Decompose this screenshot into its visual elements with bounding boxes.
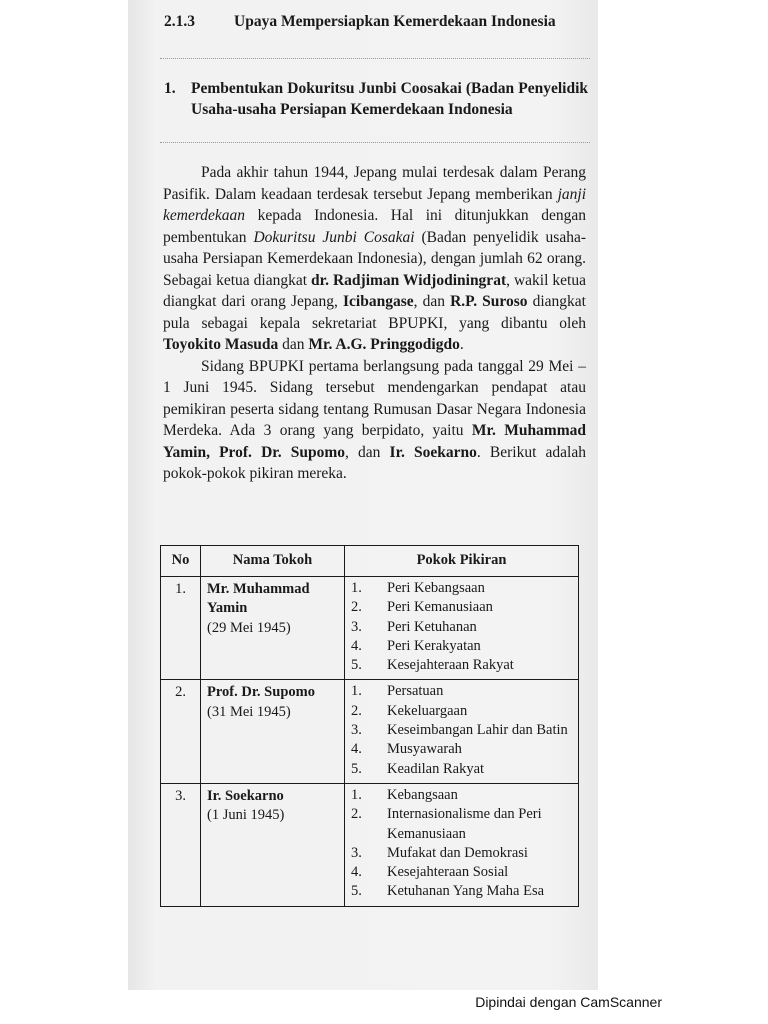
table-header-row (161, 546, 579, 577)
point-item: 2. Peri Kemanusiaan (351, 599, 493, 616)
point-item: 2. Internasionalisme dan Peri Kemanusiaan (351, 806, 542, 842)
point-item: 5. Keadilan Rakyat (351, 760, 485, 777)
scanner-watermark: Dipindai dengan CamScanner (475, 994, 662, 1010)
table-row (161, 783, 579, 906)
points-cell (345, 577, 579, 680)
point-item: 1. Persatuan (351, 683, 444, 700)
section-divider (160, 58, 590, 59)
table-row (161, 680, 579, 783)
points-cell (345, 680, 579, 783)
subsection-divider (160, 142, 590, 143)
point-item: 3. Keseimbangan Lahir dan Batin (351, 722, 568, 739)
paragraph-1: Pada akhir tahun 1944, Jepang mulai terdesak dalam Perang Pasifik. Dalam keadaan terdesak tersebut Jepang memberikan janji kemerdekaan kepada Indonesia. Hal ini ditunjukkan dengan pembentukan Dokuritsu Junbi Cosakai (Badan penyelidik usaha-usaha Persiapan Kemerdekaan Indonesia), dengan jumlah 62 orang. Sebagai ketua diangkat dr. Radjiman Widjodiningrat, wakil ketua diangkat dari orang Jepang, Icibangase, dan R.P. Suroso diangkat pula sebagai kepala sekretariat BPUPKI, yang dibantu oleh Toyokito Masuda dan Mr. A.G. Pringgodigdo. (163, 164, 586, 353)
point-item: 4. Peri Kerakyatan (351, 637, 481, 654)
point-item: 1. Kebangsaan (351, 786, 458, 803)
header-no: No (161, 546, 201, 577)
figure-cell (201, 680, 345, 783)
speech-date: (31 Mei 1945) (207, 703, 291, 720)
points-cell (345, 783, 579, 906)
row-number: 2. (161, 680, 201, 783)
header-name: Nama Tokoh (201, 546, 345, 577)
row-number: 1. (161, 577, 201, 680)
figure-name: Ir. Soekarno (207, 787, 284, 804)
header-points: Pokok Pikiran (345, 546, 579, 577)
speech-date: (29 Mei 1945) (207, 619, 291, 636)
speech-date: (1 Juni 1945) (207, 807, 285, 824)
section-number: 2.1.3 (164, 13, 195, 30)
point-item: 1. Peri Kebangsaan (351, 580, 485, 596)
body-text (163, 162, 586, 485)
section-title: Upaya Mempersiapkan Kemerdekaan Indonesia (234, 13, 556, 30)
thinkers-table (160, 545, 579, 907)
subsection-title: Pembentukan Dokuritsu Junbi Coosakai (Badan Penyelidik Usaha-usaha Persiapan Kemerdekaan Indonesia (191, 80, 588, 118)
paragraph-2: Sidang BPUPKI pertama berlangsung pada tanggal 29 Mei – 1 Juni 1945. Sidang tersebut mendengarkan pendapat atau pemikiran peserta sidang tentang Rumusan Dasar Negara Indonesia Merdeka. Ada 3 orang yang berpidato, yaitu Mr. Muhammad Yamin, Prof. Dr. Supomo, dan Ir. Soekarno. Berikut adalah pokok-pokok pikiran mereka. (163, 357, 587, 482)
subsection-number: 1. (164, 80, 176, 97)
point-item: 4. Musyawarah (351, 741, 462, 758)
figure-cell (201, 577, 345, 680)
table-row (161, 577, 579, 680)
figure-name: Prof. Dr. Supomo (207, 684, 315, 701)
row-number: 3. (161, 783, 201, 906)
point-item: 2. Kekeluargaan (351, 702, 468, 719)
point-item: 3. Peri Ketuhanan (351, 618, 477, 635)
point-item: 4. Kesejahteraan Sosial (351, 864, 509, 881)
figure-name: Mr. Muhammad Yamin (207, 581, 310, 617)
figure-cell (201, 783, 345, 906)
point-item: 3. Mufakat dan Demokrasi (351, 844, 528, 861)
point-item: 5. Ketuhanan Yang Maha Esa (351, 883, 545, 900)
point-item: 5. Kesejahteraan Rakyat (351, 657, 514, 674)
